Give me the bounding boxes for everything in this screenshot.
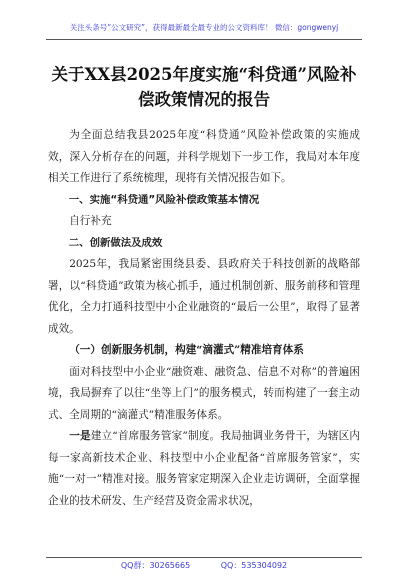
point-1-text: 建立“首席服务管家”制度。我局抽调业务骨干，为辖区内每一家高新技术企业、科技型中小企业配备“首席服务管家”，实施“一对一”精准对接。服务管家定期深入企业走访调研，全面掌握企业的技术研发、生产经营及资金需求状况， <box>48 430 360 507</box>
point-1-lead: 一是 <box>69 430 91 442</box>
subsection-1-point-1 <box>48 426 360 512</box>
footer-qq-group: QQ群：30265665 <box>120 561 191 570</box>
section-1-heading: 一、实施“科贷通”风险补偿政策基本情况 <box>68 193 260 206</box>
footer <box>0 560 408 571</box>
subsection-1-paragraph: 面对科技型中小企业“融资难、融资急、信息不对称”的普遍困境，我局摒弃了以往“坐等上门”的服务模式，转而构建了一套主动式、全周期的“滴灌式”精准服务体系。 <box>48 365 360 421</box>
subsection-1-heading: （一）创新服务机制，构建“滴灌式”精准培育体系 <box>69 344 304 356</box>
footer-divider <box>46 557 362 558</box>
section-1-text: 自行补充 <box>69 215 112 227</box>
header-banner: 关注头条号“公文研究”，获得最新最全最专业的公文资料库！ 微信：gongwenyj <box>69 23 339 32</box>
footer-qq: QQ：535304092 <box>220 561 288 570</box>
section-2-paragraph: 2025年，我局紧密围绕县委、县政府关于科技创新的战略部署，以“科贷通”政策为核心抓手，通过机制创新、服务前移和管理优化，全力打通科技型中小企业融资的“最后一公里”，取得了显著成效。 <box>48 258 360 335</box>
document-body <box>48 125 360 512</box>
document-title: 关于XX县2025年度实施“科贷通”风险补偿政策情况的报告 <box>51 65 357 109</box>
header-divider <box>46 39 362 40</box>
section-2-heading: 二、创新做法及成效 <box>68 236 163 249</box>
intro-paragraph: 为全面总结我县2025年度“科贷通”风险补偿政策的实施成效，深入分析存在的问题，并科学规划下一步工作，我局对本年度相关工作进行了系统梳理，现将有关情况报告如下。 <box>48 129 360 184</box>
